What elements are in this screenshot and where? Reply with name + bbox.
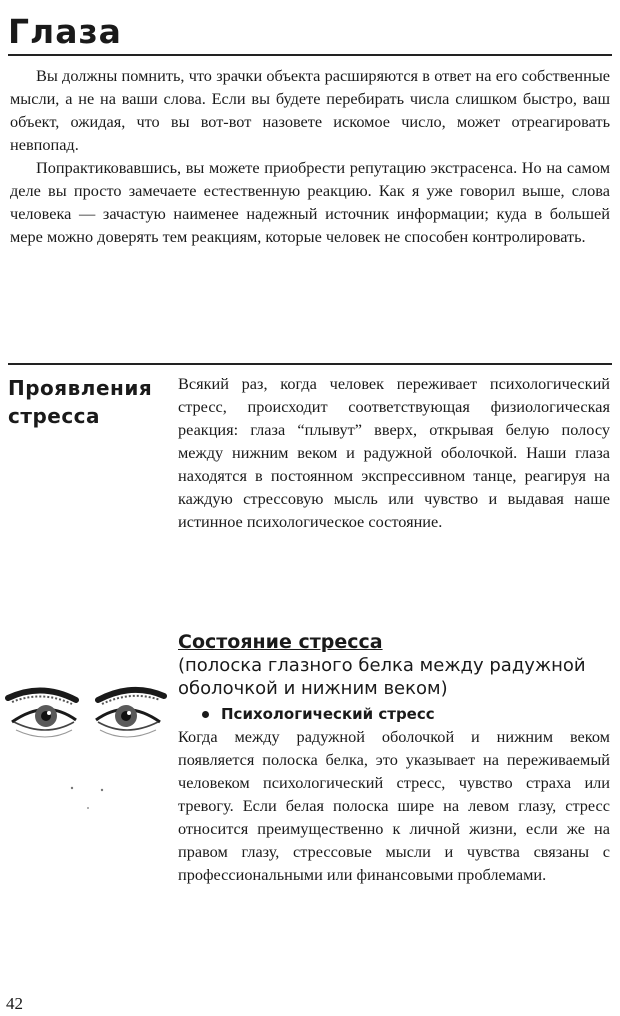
intro-text xyxy=(10,64,610,248)
section-divider xyxy=(8,363,612,365)
top-divider xyxy=(8,54,612,56)
bullet-icon xyxy=(202,711,209,718)
stress-state-title: Состояние стресса xyxy=(178,631,383,653)
stress-section-text: Всякий раз, когда человек переживает психологический стресс, происходит соответствующая физиологическая реакция: глаза “плывут” вверх, открывая белую полосу между нижним веком и радужной оболочкой. Наши глаза находятся в постоянном экспрессивном танце, реагируя на каждую стрессовую мысль или чувство и выдавая наше истинное психологическое состояние. xyxy=(178,374,610,531)
intro-paragraph-1: Вы должны помнить, что зрачки объекта расширяются в ответ на его собственные мысли, а не на ваши слова. Если вы будете перебирать числа слишком быстро, ваш объект, ожидая, что вы вот-вот назовете искомое число, может отреагировать невпопад. xyxy=(10,66,610,154)
stress-section-heading: Проявления стресса xyxy=(8,376,153,428)
stressed-eyes-illustration xyxy=(2,680,170,830)
page-number: 42 xyxy=(6,994,23,1013)
stress-state-subtitle: (полоска глазного белка между радужной оболочкой и нижним веком) xyxy=(178,655,586,699)
chapter-title: Глаза xyxy=(8,12,122,51)
stress-state-block xyxy=(178,630,610,886)
stress-state-body: Когда между радужной оболочкой и нижним веком появляется полоска белка, это указывает на переживаемый человеком психологический стресс, чувство страха или тревогу. Если белая полоска шире на левом глазу, стресс относится преимущественно к личной жизни, если же на правом глазу, стрессовые мысли и чувства связаны с профессиональными или финансовыми проблемами. xyxy=(178,727,610,884)
intro-paragraph-2: Попрактиковавшись, вы можете приобрести репутацию экстрасенса. Но на самом деле вы просто замечаете естественную реакцию. Как я уже говорил выше, слова человека — зачастую наименее надежный источник информации; куда в большей мере можно доверять тем реакциям, которые человек не способен контролировать. xyxy=(10,158,610,246)
bullet-item xyxy=(202,703,610,725)
bullet-label: Психологический стресс xyxy=(221,705,435,723)
